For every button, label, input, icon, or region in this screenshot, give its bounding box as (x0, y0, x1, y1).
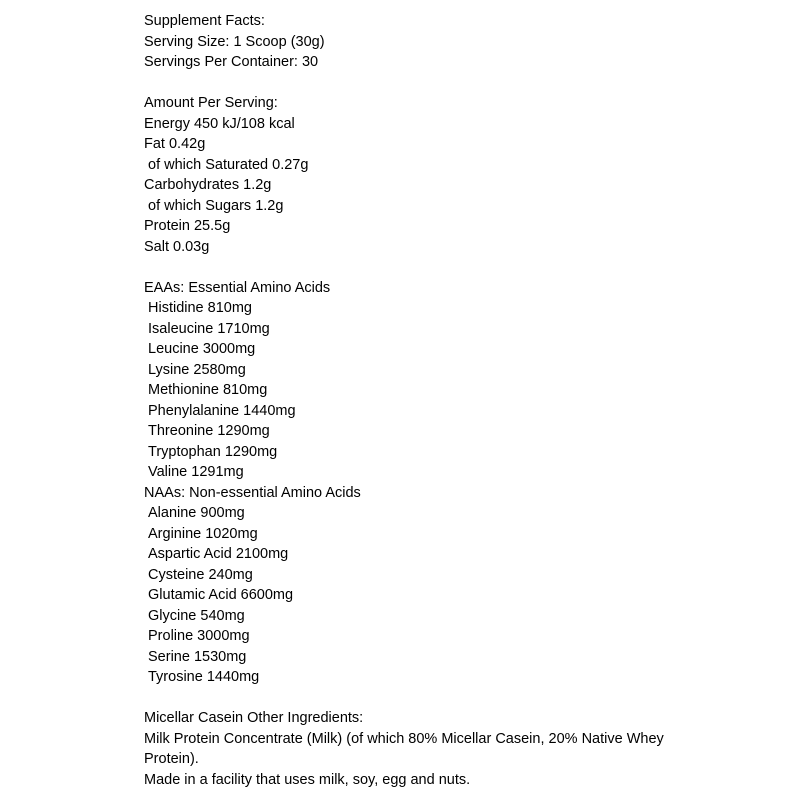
naa-item: Tyrosine 1440mg (148, 669, 260, 685)
amount-per-serving-heading: Amount Per Serving: (144, 95, 278, 111)
document-title: Supplement Facts: (144, 13, 265, 29)
protein-value: Protein 25.5g (144, 218, 231, 234)
eaas-heading: EAAs: Essential Amino Acids (144, 279, 331, 296)
supplement-facts-document (144, 11, 784, 790)
eaa-item: Valine 1291mg (148, 464, 244, 480)
eaa-item: Methionine 810mg (148, 382, 268, 398)
saturated-fat-value: of which Saturated 0.27g (148, 156, 309, 173)
sugars-value: of which Sugars 1.2g (148, 197, 284, 214)
eaa-item: Tryptophan 1290mg (148, 443, 278, 460)
naa-item: Aspartic Acid 2100mg (148, 546, 289, 562)
ingredients-text: Milk Protein Concentrate (Milk) (of which 80% Micellar Casein, 20% Native Whey Protein). (144, 730, 664, 767)
carbohydrates-value: Carbohydrates 1.2g (144, 177, 272, 193)
spacer (144, 257, 784, 278)
ingredients-heading: Micellar Casein Other Ingredients: (144, 710, 364, 726)
naa-item: Serine 1530mg (148, 648, 247, 665)
naa-item: Glutamic Acid 6600mg (148, 587, 294, 603)
eaa-item: Threonine 1290mg (148, 423, 270, 439)
servings-per-container: Servings Per Container: 30 (144, 54, 319, 70)
spacer (144, 73, 784, 94)
energy-value: Energy 450 kJ/108 kcal (144, 115, 295, 132)
naa-item: Arginine 1020mg (148, 525, 258, 542)
spacer (144, 688, 784, 709)
naa-item: Glycine 540mg (148, 607, 245, 624)
eaa-item: Isaleucine 1710mg (148, 320, 270, 337)
salt-value: Salt 0.03g (144, 238, 210, 255)
naa-item: Proline 3000mg (148, 628, 250, 644)
naa-item: Cysteine 240mg (148, 566, 253, 583)
fat-value: Fat 0.42g (144, 136, 206, 152)
eaa-item: Phenylalanine 1440mg (148, 402, 296, 419)
allergen-statement: Made in a facility that uses milk, soy, egg and nuts. (144, 771, 471, 788)
naas-heading: NAAs: Non-essential Amino Acids (144, 484, 361, 501)
naa-item: Alanine 900mg (148, 505, 245, 521)
eaa-item: Histidine 810mg (148, 300, 252, 316)
eaa-item: Lysine 2580mg (148, 361, 246, 378)
serving-size: Serving Size: 1 Scoop (30g) (144, 33, 325, 50)
eaa-item: Leucine 3000mg (148, 341, 256, 357)
